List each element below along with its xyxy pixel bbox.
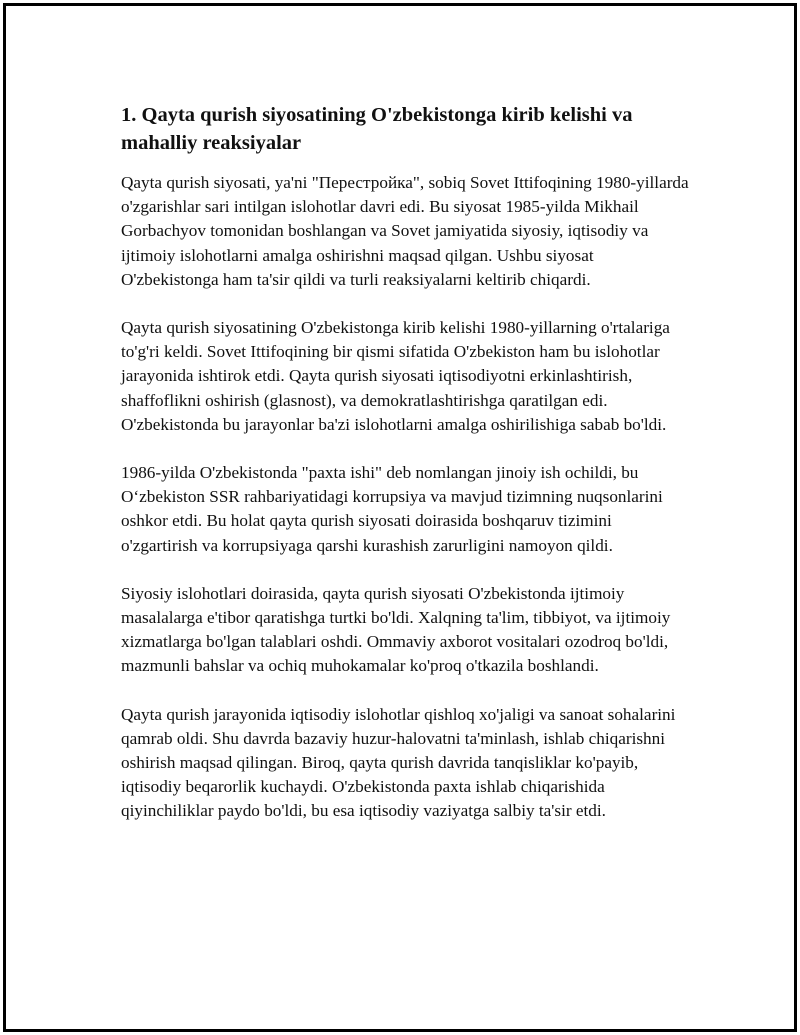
page-frame	[3, 3, 797, 1032]
document-body	[121, 101, 691, 848]
paragraph-5: Qayta qurish jarayonida iqtisodiy islohotlar qishloq xo'jaligi va sanoat sohalarini qamrab oldi. Shu davrda bazaviy huzur-halovatni ta'minlash, ishlab chiqarishni oshirish maqsad qilingan. Biroq, qayta qurish davrida tanqisliklar ko'payib, iqtisodiy beqarorlik kuchaydi. O'zbekistonda paxta ishlab chiqarishida qiyinchiliklar paydo bo'ldi, bu esa iqtisodiy vaziyatga salbiy ta'sir etdi.	[121, 704, 676, 821]
paragraph-4: Siyosiy islohotlari doirasida, qayta qurish siyosati O'zbekistonda ijtimoiy masalalarga e'tibor qaratishga turtki bo'ldi. Xalqning ta'lim, tibbiyot, va ijtimoiy xizmatlarga bo'lgan talablari oshdi. Ommaviy axborot vositalari ozodroq bo'ldi, mazmunli bahslar va ochiq muhokamalar ko'proq o'tkazila boshlandi.	[121, 583, 671, 676]
paragraph-3: 1986-yilda O'zbekistonda "paxta ishi" deb nomlangan jinoiy ish ochildi, bu O‘zbekiston SSR rahbariyatidagi korrupsiya va mavjud tizimning nuqsonlarini oshkor etdi. Bu holat qayta qurish siyosati doirasida boshqaruv tizimini o'zgartirish va korrupsiyaga qarshi kurashish zarurligini namoyon qildi.	[121, 463, 663, 555]
paragraph-2: Qayta qurish siyosatining O'zbekistonga kirib kelishi 1980-yillarning o'rtalariga to'g'ri keldi. Sovet Ittifoqining bir qismi sifatida O'zbekiston ham bu islohotlar jarayonida ishtirok etdi. Qayta qurish siyosati iqtisodiyotni erkinlashtirish, shaffoflikni oshirish (glasnost), va demokratlashtirishga qaratilgan edi. O'zbekistonda bu jarayonlar ba'zi islohotlarni amalga oshirilishiga sabab bo'ldi.	[121, 318, 670, 434]
paragraph-1: Qayta qurish siyosati, ya'ni "Перестройка", sobiq Sovet Ittifoqining 1980-yillarda o'zgarishlar sari intilgan islohotlar davri edi. Bu siyosat 1985-yilda Mikhail Gorbachyov tomonidan boshlangan va Sovet jamiyatida siyosiy, iqtisodiy va ijtimoiy islohotlarni amalga oshirishni maqsad qilgan. Ushbu siyosat O'zbekistonga ham ta'sir qildi va turli reaksiyalarni keltirib chiqardi.	[121, 173, 689, 289]
section-heading: 1. Qayta qurish siyosatining O'zbekistonga kirib kelishi va mahalliy reaksiyalar	[121, 104, 633, 154]
